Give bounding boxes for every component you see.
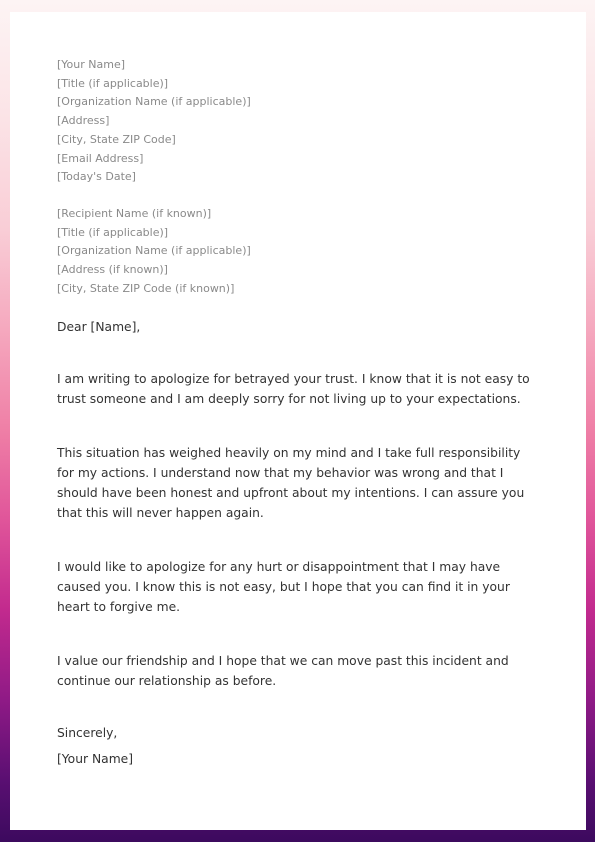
sender-city-state-zip: [City, State ZIP Code] bbox=[57, 132, 176, 146]
signature: [Your Name] bbox=[57, 752, 134, 767]
sender-name: [Your Name] bbox=[57, 58, 126, 71]
sender-email: [Email Address] bbox=[57, 151, 144, 165]
recipient-block bbox=[57, 205, 539, 299]
recipient-address: [Address (if known)] bbox=[57, 263, 168, 277]
recipient-organization: [Organization Name (if applicable)] bbox=[57, 244, 251, 258]
body-paragraph: I value our friendship and I hope that we can move past this incident and continue our relationship as before. bbox=[57, 654, 509, 689]
recipient-title: [Title (if applicable)] bbox=[57, 225, 169, 239]
recipient-city-state-zip: [City, State ZIP Code (if known)] bbox=[57, 281, 235, 295]
closing: Sincerely, bbox=[57, 726, 118, 741]
body-paragraph: I would like to apologize for any hurt or disappointment that I may have caused you. I know this is not easy, but I hope that you can find it in your heart to forgive me. bbox=[57, 560, 510, 615]
sender-date: [Today's Date] bbox=[57, 170, 136, 184]
recipient-name: [Recipient Name (if known)] bbox=[57, 206, 212, 220]
sender-title: [Title (if applicable)] bbox=[57, 76, 169, 90]
body-paragraph: I am writing to apologize for betrayed your trust. I know that it is not easy to trust someone and I am deeply sorry for not living up to your expectations. bbox=[57, 372, 530, 407]
greeting: Dear [Name], bbox=[57, 320, 141, 335]
sender-address: [Address] bbox=[57, 114, 110, 128]
letter-sheet bbox=[10, 12, 586, 830]
sender-organization: [Organization Name (if applicable)] bbox=[57, 95, 251, 109]
body-paragraph: This situation has weighed heavily on my mind and I take full responsibility for my actions. I understand now that my behavior was wrong and that I should have been honest and upfront about my intentions. I can assure you that this will never happen again. bbox=[57, 446, 525, 521]
address-spacer bbox=[57, 187, 539, 205]
sender-block bbox=[57, 56, 539, 187]
